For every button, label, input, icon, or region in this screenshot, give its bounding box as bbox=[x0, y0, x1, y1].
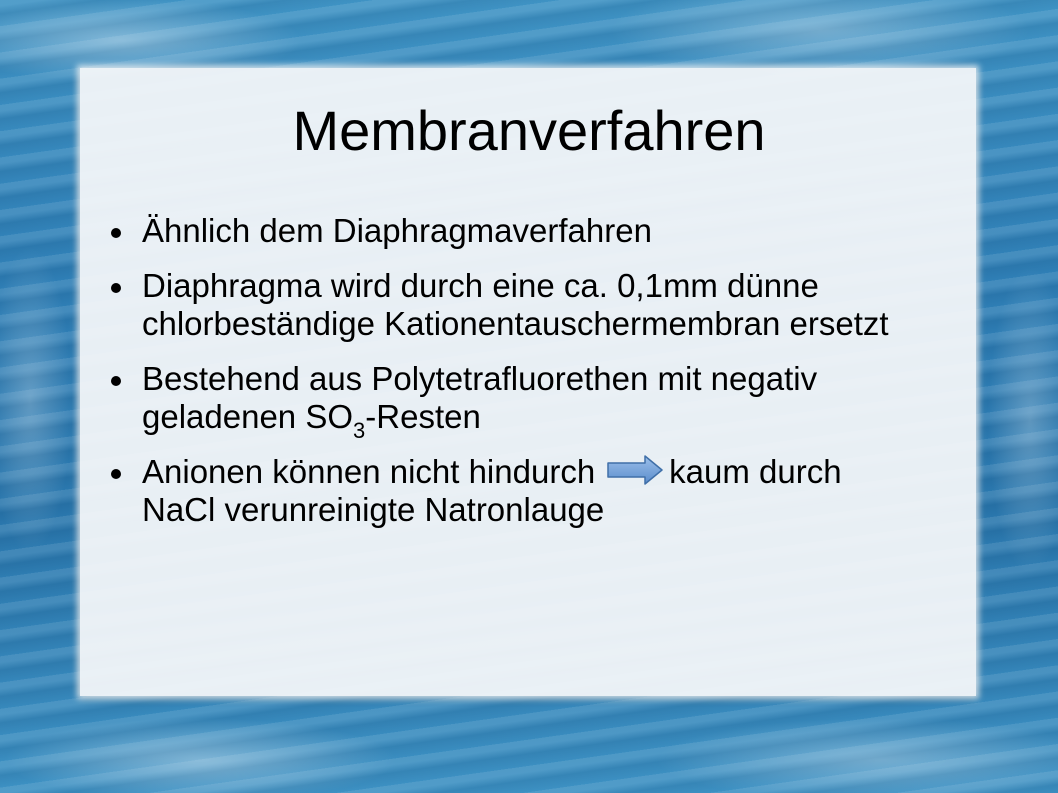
bullet-dot-icon bbox=[111, 283, 121, 293]
bullet-item-2 bbox=[110, 267, 910, 343]
bullet-item-4 bbox=[110, 453, 910, 529]
bullet-text-2: Diaphragma wird durch eine ca. 0,1mm dünne chlorbeständige Kationentauschermembran ersetzt bbox=[142, 267, 889, 342]
bullet-text-1: Ähnlich dem Diaphragmaverfahren bbox=[142, 212, 652, 249]
bullet-text-4-after: kaum durch NaCl verunreinigte Natronlauge bbox=[142, 453, 842, 528]
subscript-3: 3 bbox=[353, 418, 366, 443]
slide-title: Membranverfahren bbox=[292, 99, 766, 162]
bullet-dot-icon bbox=[111, 469, 121, 479]
bullet-item-1 bbox=[110, 212, 910, 250]
bullet-dot-icon bbox=[111, 228, 121, 238]
bullet-dot-icon bbox=[111, 376, 121, 386]
bullet-text-3-before: Bestehend aus Polytetrafluorethen mit negativ geladenen SO bbox=[142, 360, 818, 435]
right-arrow-icon bbox=[607, 455, 663, 485]
bullet-text-3-after: -Resten bbox=[365, 398, 481, 435]
bullet-list bbox=[110, 212, 910, 546]
bullet-item-3 bbox=[110, 360, 910, 443]
bullet-text-4-before: Anionen können nicht hindurch bbox=[142, 453, 596, 490]
